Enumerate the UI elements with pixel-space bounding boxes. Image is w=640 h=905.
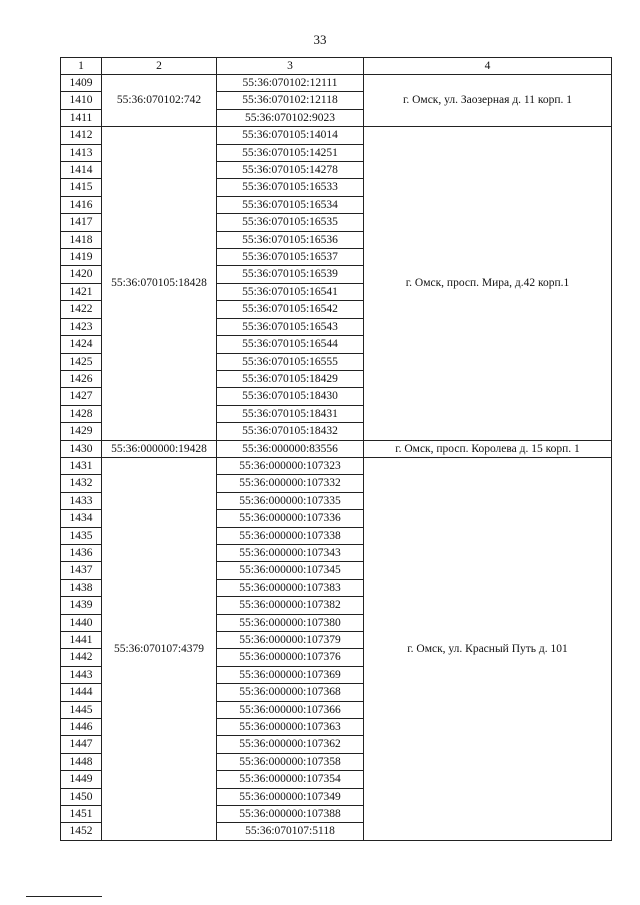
- object-number: 55:36:000000:107354: [217, 771, 364, 788]
- object-number: 55:36:000000:107363: [217, 719, 364, 736]
- address: г. Омск, просп. Королева д. 15 корп. 1: [364, 440, 612, 457]
- row-number: 1421: [61, 283, 102, 300]
- parcel-number: 55:36:000000:19428: [102, 440, 217, 457]
- row-number: 1451: [61, 806, 102, 823]
- object-number: 55:36:000000:107349: [217, 788, 364, 805]
- object-number: 55:36:000000:107388: [217, 806, 364, 823]
- object-number: 55:36:070105:16544: [217, 336, 364, 353]
- row-number: 1437: [61, 562, 102, 579]
- row-number: 1409: [61, 75, 102, 92]
- row-number: 1443: [61, 666, 102, 683]
- object-number: 55:36:000000:107368: [217, 684, 364, 701]
- row-number: 1417: [61, 214, 102, 231]
- row-number: 1428: [61, 405, 102, 422]
- object-number: 55:36:000000:107323: [217, 457, 364, 474]
- object-number: 55:36:070105:16537: [217, 249, 364, 266]
- row-number: 1439: [61, 597, 102, 614]
- parcel-number: 55:36:070105:18428: [102, 127, 217, 440]
- page-number: 33: [313, 32, 327, 47]
- column-header-2: 2: [102, 58, 217, 75]
- row-number: 1429: [61, 423, 102, 440]
- object-number: 55:36:070105:18431: [217, 405, 364, 422]
- object-number: 55:36:070105:16542: [217, 301, 364, 318]
- column-header-3: 3: [217, 58, 364, 75]
- object-number: 55:36:070105:16533: [217, 179, 364, 196]
- object-number: 55:36:070105:16534: [217, 196, 364, 213]
- object-number: 55:36:000000:107345: [217, 562, 364, 579]
- object-number: 55:36:070105:16535: [217, 214, 364, 231]
- object-number: 55:36:000000:107343: [217, 544, 364, 561]
- object-number: 55:36:000000:107380: [217, 614, 364, 631]
- object-number: 55:36:070105:14278: [217, 162, 364, 179]
- row-number: 1433: [61, 492, 102, 509]
- object-number: 55:36:000000:107335: [217, 492, 364, 509]
- header-row: [61, 58, 612, 75]
- column-header-4: 4: [364, 58, 612, 75]
- object-number: 55:36:000000:107358: [217, 753, 364, 770]
- row-number: 1419: [61, 249, 102, 266]
- object-number: 55:36:070105:16555: [217, 353, 364, 370]
- object-number: 55:36:000000:107336: [217, 510, 364, 527]
- row-number: 1434: [61, 510, 102, 527]
- row-number: 1414: [61, 162, 102, 179]
- object-number: 55:36:070105:14014: [217, 127, 364, 144]
- address: г. Омск, ул. Заозерная д. 11 корп. 1: [364, 75, 612, 127]
- object-number: 55:36:070105:18432: [217, 423, 364, 440]
- object-number: 55:36:070105:14251: [217, 144, 364, 161]
- row-number: 1444: [61, 684, 102, 701]
- row-number: 1423: [61, 318, 102, 335]
- object-number: 55:36:070105:16539: [217, 266, 364, 283]
- row-number: 1442: [61, 649, 102, 666]
- column-header-1: 1: [61, 58, 102, 75]
- object-number: 55:36:000000:107332: [217, 475, 364, 492]
- row-number: 1449: [61, 771, 102, 788]
- row-number: 1418: [61, 231, 102, 248]
- row-number: 1410: [61, 92, 102, 109]
- object-number: 55:36:070107:5118: [217, 823, 364, 840]
- table-row: [61, 440, 612, 457]
- address: г. Омск, просп. Мира, д.42 корп.1: [364, 127, 612, 440]
- row-number: 1435: [61, 527, 102, 544]
- row-number: 1412: [61, 127, 102, 144]
- object-number: 55:36:070102:9023: [217, 109, 364, 126]
- object-number: 55:36:070102:12118: [217, 92, 364, 109]
- row-number: 1430: [61, 440, 102, 457]
- row-number: 1424: [61, 336, 102, 353]
- object-number: 55:36:070102:12111: [217, 75, 364, 92]
- row-number: 1411: [61, 109, 102, 126]
- row-number: 1448: [61, 753, 102, 770]
- object-number: 55:36:000000:107379: [217, 632, 364, 649]
- row-number: 1420: [61, 266, 102, 283]
- row-number: 1431: [61, 457, 102, 474]
- table-row: [61, 457, 612, 474]
- row-number: 1426: [61, 370, 102, 387]
- row-number: 1445: [61, 701, 102, 718]
- object-number: 55:36:070105:16536: [217, 231, 364, 248]
- row-number: 1447: [61, 736, 102, 753]
- object-number: 55:36:070105:18429: [217, 370, 364, 387]
- registry-table: [60, 57, 612, 841]
- object-number: 55:36:000000:107382: [217, 597, 364, 614]
- object-number: 55:36:000000:107362: [217, 736, 364, 753]
- row-number: 1427: [61, 388, 102, 405]
- footnote-rule: [26, 896, 102, 897]
- parcel-number: 55:36:070107:4379: [102, 457, 217, 840]
- address: г. Омск, ул. Красный Путь д. 101: [364, 457, 612, 840]
- row-number: 1415: [61, 179, 102, 196]
- object-number: 55:36:000000:107366: [217, 701, 364, 718]
- row-number: 1438: [61, 579, 102, 596]
- object-number: 55:36:070105:16543: [217, 318, 364, 335]
- object-number: 55:36:070105:16541: [217, 283, 364, 300]
- object-number: 55:36:070105:18430: [217, 388, 364, 405]
- row-number: 1452: [61, 823, 102, 840]
- object-number: 55:36:000000:83556: [217, 440, 364, 457]
- row-number: 1413: [61, 144, 102, 161]
- row-number: 1422: [61, 301, 102, 318]
- object-number: 55:36:000000:107383: [217, 579, 364, 596]
- table-row: [61, 127, 612, 144]
- row-number: 1440: [61, 614, 102, 631]
- table-row: [61, 75, 612, 92]
- row-number: 1446: [61, 719, 102, 736]
- object-number: 55:36:000000:107369: [217, 666, 364, 683]
- row-number: 1441: [61, 632, 102, 649]
- row-number: 1436: [61, 544, 102, 561]
- object-number: 55:36:000000:107338: [217, 527, 364, 544]
- row-number: 1425: [61, 353, 102, 370]
- parcel-number: 55:36:070102:742: [102, 75, 217, 127]
- row-number: 1432: [61, 475, 102, 492]
- row-number: 1416: [61, 196, 102, 213]
- registry-table-body: [61, 58, 612, 841]
- object-number: 55:36:000000:107376: [217, 649, 364, 666]
- row-number: 1450: [61, 788, 102, 805]
